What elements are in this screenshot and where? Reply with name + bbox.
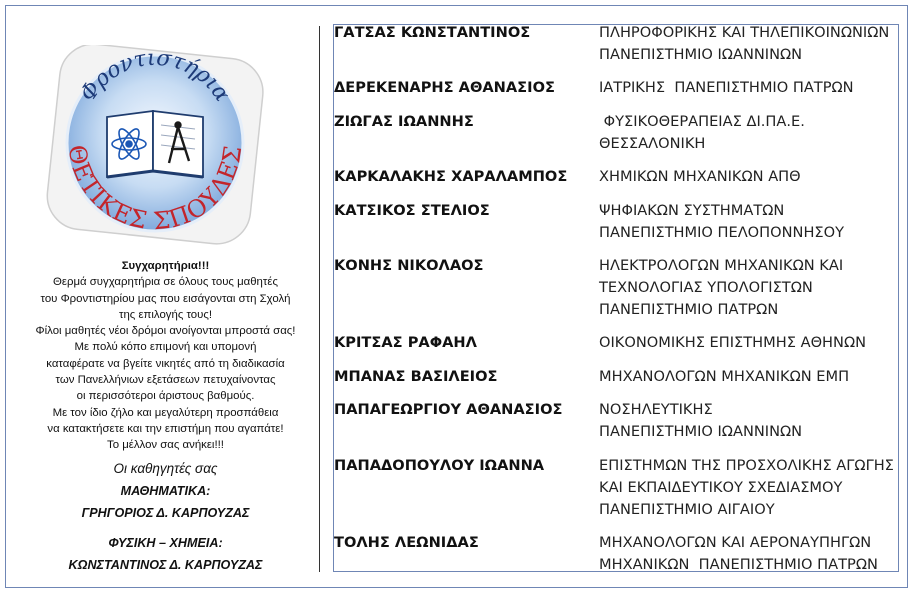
subject-physics-chemistry: ΦΥΣΙΚΗ – ΧΗΜΕΙΑ: xyxy=(108,536,223,550)
student-name: ΚΑΡΚΑΛΑΚΗΣ ΧΑΡΑΛΑΜΠΟΣ xyxy=(334,168,568,185)
congrats-line: οι περισσότεροι άριστους βαθμούς. xyxy=(76,390,255,403)
congrats-line: Το μέλλον σας ανήκει!!! xyxy=(107,439,224,452)
congrats-line: του Φροντιστηρίου μας που εισάγονται στη Σχολή xyxy=(40,292,291,305)
student-name: ΠΑΠΑΔΟΠΟΥΛΟΥ ΙΩΑΝΝΑ xyxy=(334,457,545,474)
student-name: ΓΑΤΣΑΣ ΚΩΝΣΤΑΝΤΙΝΟΣ xyxy=(334,24,531,41)
student-dept: ΕΠΙΣΤΗΜΩΝ ΤΗΣ ΠΡΟΣΧΟΛΙΚΗΣ ΑΓΩΓΗΣ ΚΑΙ ΕΚΠΑΙΔΕΥΤΙΚΟΥ ΣΧΕΔΙΑΣΜΟΥ ΠΑΝΕΠΙΣΤΗΜΙΟ ΑΙΓΑΙΟΥ xyxy=(599,457,894,518)
congrats-line: της επιλογής τους! xyxy=(118,308,213,321)
congrats-line: να κατακτήσετε και την επιστήμη που αγαπάτε! xyxy=(47,422,284,435)
column-divider xyxy=(319,26,320,572)
student-dept: ΙΑΤΡΙΚΗΣ ΠΑΝΕΠΙΣΤΗΜΙΟ ΠΑΤΡΩΝ xyxy=(599,79,854,96)
student-dept: ΧΗΜΙΚΩΝ ΜΗΧΑΝΙΚΩΝ ΑΠΘ xyxy=(599,168,801,185)
logo-top-text: Φροντιστήρια xyxy=(75,45,235,107)
student-dept: ΨΗΦΙΑΚΩΝ ΣΥΣΤΗΜΑΤΩΝ ΠΑΝΕΠΙΣΤΗΜΙΟ ΠΕΛΟΠΟΝΝΗΣΟΥ xyxy=(599,202,845,241)
student-name: ΖΙΩΓΑΣ ΙΩΑΝΝΗΣ xyxy=(334,113,474,130)
subject-math: ΜΑΘΗΜΑΤΙΚΑ: xyxy=(120,484,211,498)
student-dept: ΜΗΧΑΝΟΛΟΓΩΝ ΜΗΧΑΝΙΚΩΝ ΕΜΠ xyxy=(599,368,850,385)
student-dept: ΗΛΕΚΤΡΟΛΟΓΩΝ ΜΗΧΑΝΙΚΩΝ ΚΑΙ ΤΕΧΝΟΛΟΓΙΑΣ ΥΠΟΛΟΓΙΣΤΩΝ ΠΑΝΕΠΙΣΤΗΜΙΟ ΠΑΤΡΩΝ xyxy=(599,257,844,318)
student-dept: ΜΗΧΑΝΟΛΟΓΩΝ ΚΑΙ ΑΕΡΟΝΑΥΠΗΓΩΝ ΜΗΧΑΝΙΚΩΝ ΠΑΝΕΠΙΣΤΗΜΙΟ ΠΑΤΡΩΝ xyxy=(599,534,878,573)
student-name: ΚΡΙΤΣΑΣ ΡΑΦΑΗΛ xyxy=(334,334,477,351)
congrats-line: των Πανελλήνιων εξετάσεων πετυχαίνοντας xyxy=(55,374,276,387)
congrats-line: Φίλοι μαθητές νέοι δρόμοι ανοίγονται μπροστά σας! xyxy=(35,325,296,338)
student-name: ΚΟΝΗΣ ΝΙΚΟΛΑΟΣ xyxy=(334,257,484,274)
student-dept: ΦΥΣΙΚΟΘΕΡΑΠΕΙΑΣ ΔΙ.ΠΑ.Ε. ΘΕΣΣΑΛΟΝΙΚΗ xyxy=(599,113,805,152)
logo xyxy=(45,45,265,245)
student-name: ΠΑΠΑΓΕΩΡΓΙΟΥ ΑΘΑΝΑΣΙΟΣ xyxy=(334,401,563,418)
congrats-message xyxy=(13,258,318,454)
congrats-line: καταφέρατε να βγείτε νικητές από τη διαδικασία xyxy=(46,357,285,370)
student-dept: ΟΙΚΟΝΟΜΙΚΗΣ ΕΠΙΣΤΗΜΗΣ ΑΘΗΝΩΝ xyxy=(599,334,867,351)
student-name: ΤΟΛΗΣ ΛΕΩΝΙΔΑΣ xyxy=(334,534,479,551)
congrats-heading: Συγχαρητήρια!!! xyxy=(121,260,210,272)
congrats-line: Θερμά συγχαρητήρια σε όλους τους μαθητές xyxy=(53,276,278,289)
student-name: ΜΠΑΝΑΣ ΒΑΣΙΛΕΙΟΣ xyxy=(334,368,498,385)
teacher-physics-chemistry: ΚΩΝΣΤΑΝΤΙΝΟΣ Δ. ΚΑΡΠΟΥΖΑΣ xyxy=(68,558,263,572)
logo-bottom-text: ΘΕΤΙΚΕΣ ΣΠΟΥΔΕΣ xyxy=(62,142,248,236)
congrats-line: Με τον ίδιο ζήλο και μεγαλύτερη προσπάθεια xyxy=(52,406,279,419)
teacher-math: ΓΡΗΓΟΡΙΟΣ Δ. ΚΑΡΠΟΥΖΑΣ xyxy=(81,506,250,520)
student-dept: ΠΛΗΡΟΦΟΡΙΚΗΣ ΚΑΙ ΤΗΛΕΠΙΚΟΙΝΩΝΙΩΝ ΠΑΝΕΠΙΣΤΗΜΙΟ ΙΩΑΝΝΙΝΩΝ xyxy=(599,24,890,63)
student-dept: ΝΟΣΗΛΕΥΤΙΚΗΣ ΠΑΝΕΠΙΣΤΗΜΙΟ ΙΩΑΝΝΙΝΩΝ xyxy=(599,401,803,440)
teachers-block xyxy=(13,458,318,576)
teachers-intro: Οι καθηγητές σας xyxy=(113,461,218,476)
student-name: ΚΑΤΣΙΚΟΣ ΣΤΕΛΙΟΣ xyxy=(334,202,490,219)
student-name: ΔΕΡΕΚΕΝΑΡΗΣ ΑΘΑΝΑΣΙΟΣ xyxy=(334,79,555,96)
congrats-line: Με πολύ κόπο επιμονή και υπομονή xyxy=(74,341,257,354)
